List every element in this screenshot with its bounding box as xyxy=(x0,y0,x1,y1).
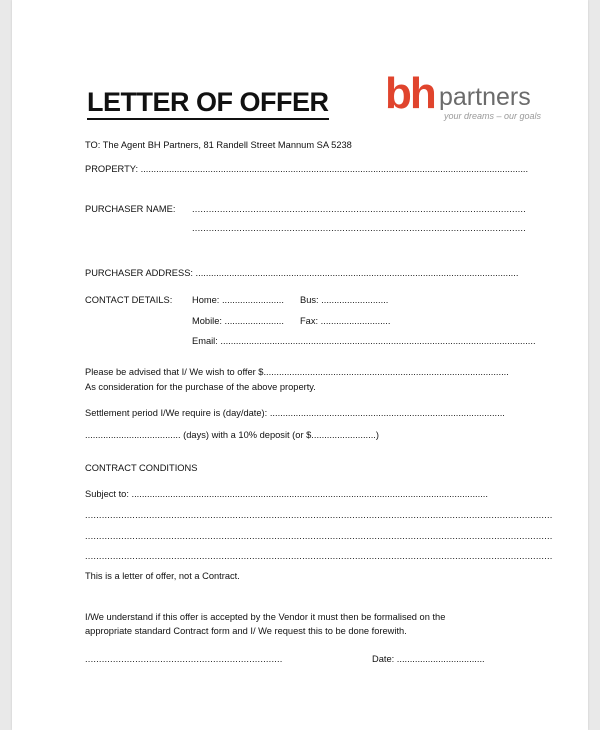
subject-to-field[interactable]: Subject to: .......................................................................................................................................... xyxy=(85,489,488,499)
logo-bh-mark: bh xyxy=(385,69,435,118)
conditions-line-3[interactable]: ........................................................................................................................................................................ xyxy=(85,551,553,561)
offer-amount-field[interactable]: Please be advised that I/ We wish to offer $............................................................................................... xyxy=(85,367,509,377)
contract-conditions-heading: CONTRACT CONDITIONS xyxy=(85,463,198,473)
settlement-period-field[interactable]: Settlement period I/We require is (day/date): ........................................................................................... xyxy=(85,408,505,418)
conditions-line-2[interactable]: ........................................................................................................................................................................ xyxy=(85,531,553,541)
vendor-acceptance-text-2: appropriate standard Contract form and I/ We request this to be done forewith. xyxy=(85,626,407,636)
property-field[interactable]: PROPERTY: ...................................................................................................................................................... xyxy=(85,164,529,174)
deposit-field[interactable]: ..................................... (days) with a 10% deposit (or $.........................) xyxy=(85,430,379,440)
email-field[interactable]: Email: .......................................................................................................................... xyxy=(192,336,536,346)
logo-partners-text: partners xyxy=(439,83,531,111)
date-field[interactable]: Date: .................................. xyxy=(372,654,485,664)
home-phone-field[interactable]: Home: ........................ xyxy=(192,295,284,305)
conditions-line-1[interactable]: ........................................................................................................................................................................ xyxy=(85,510,553,520)
contact-details-label: CONTACT DETAILS: xyxy=(85,295,173,305)
business-phone-field[interactable]: Bus: .......................... xyxy=(300,295,389,305)
signature-field[interactable]: ....................................................................... xyxy=(85,654,283,664)
fax-field[interactable]: Fax: ........................... xyxy=(300,316,391,326)
not-contract-note: This is a letter of offer, not a Contract. xyxy=(85,571,240,581)
purchaser-name-field-1[interactable]: ........................................................................................................................ xyxy=(192,204,526,214)
logo-tagline: your dreams – our goals xyxy=(444,111,542,121)
document-title: LETTER OF OFFER xyxy=(87,86,329,120)
purchaser-name-label: PURCHASER NAME: xyxy=(85,204,176,214)
to-line: TO: The Agent BH Partners, 81 Randell Street Mannum SA 5238 xyxy=(85,140,352,150)
purchaser-name-field-2[interactable]: ........................................................................................................................ xyxy=(192,223,526,233)
purchaser-address-field[interactable]: PURCHASER ADDRESS: ............................................................................................................................. xyxy=(85,268,519,278)
mobile-phone-field[interactable]: Mobile: ....................... xyxy=(192,316,284,326)
offer-consideration-text: As consideration for the purchase of the above property. xyxy=(85,382,316,392)
vendor-acceptance-text-1: I/We understand if this offer is accepted by the Vendor it must then be formalised on the xyxy=(85,612,446,622)
document-page xyxy=(12,0,588,730)
